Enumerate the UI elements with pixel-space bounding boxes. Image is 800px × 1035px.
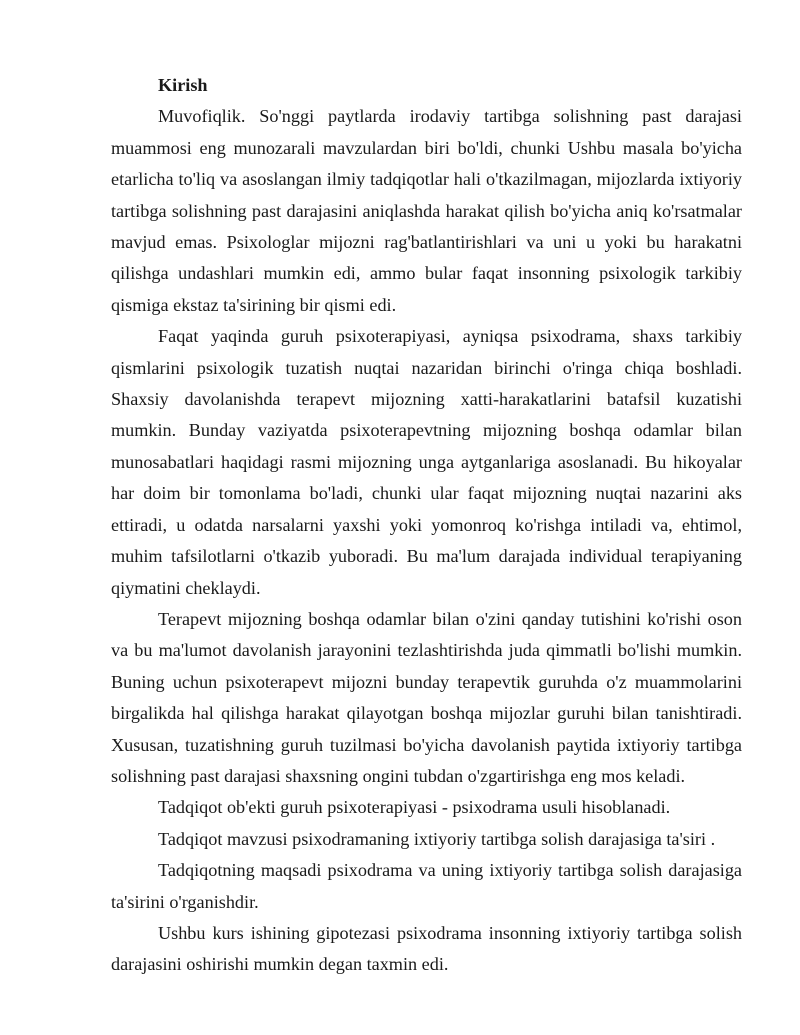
paragraph-hypothesis: Ushbu kurs ishining gipotezasi psixodrama insonning ixtiyoriy tartibga solish darajasini oshirishi mumkin degan taxmin edi. xyxy=(111,922,742,975)
paragraph-therapist-observation: Terapevt mijozning boshqa odamlar bilan o'zini qanday tutishini ko'rishi oson va bu ma'lumot davolanish jarayonini tezlashtirishda juda qimmatli bo'lishi mumkin. Buning uchun psixoterapevt mijozni bunday terapevtik guruhda o'z muammolarini birgalikda hal qilishga harakat qilayotgan boshqa mijozlar guruhi bilan tanishtiradi. Xususan, tuzatishning guruh tuzilmasi bo'yicha davolanish paytida ixtiyoriy tartibga solishning past darajasi shaxsning ongini tubdan o'zgartirishga eng mos keladi. xyxy=(111,608,742,786)
document-page xyxy=(111,70,742,981)
paragraph-research-goal: Tadqiqotning maqsadi psixodrama va uning ixtiyoriy tartibga solish darajasiga ta'sirini o'rganishdir. xyxy=(111,860,742,912)
paragraph-research-subject: Tadqiqot mavzusi psixodramaning ixtiyoriy tartibga solish darajasiga ta'siri . xyxy=(158,828,716,849)
paragraph-group-therapy: Faqat yaqinda guruh psixoterapiyasi, ayniqsa psixodrama, shaxs tarkibiy qismlarini psixologik tuzatish nuqtai nazaridan birinchi o'ringa chiqa boshladi. Shaxsiy davolanishda terapevt mijozning xatti-harakatlarini batafsil kuzatishi mumkin. Bunday vaziyatda psixoterapevtning mijozning boshqa odamlar bilan munosabatlari haqidagi rasmi mijozning unga aytganlariga asoslanadi. Bu hikoyalar har doim bir tomonlama bo'ladi, chunki ular faqat mijozning nuqtai nazarini aks ettiradi, u odatda narsalarni yaxshi yoki yomonroq ko'rishga intiladi va, ehtimol, muhim tafsilotlarni o'tkazib yuboradi. Bu ma'lum darajada individual terapiyaning qiymatini cheklaydi. xyxy=(111,326,742,598)
section-heading: Kirish xyxy=(158,75,208,95)
paragraph-research-object: Tadqiqot ob'ekti guruh psixoterapiyasi - psixodrama usuli hisoblanadi. xyxy=(158,797,671,818)
paragraph-relevance: Muvofiqlik. So'nggi paytlarda irodaviy tartibga solishning past darajasi muammosi eng munozarali mavzulardan biri bo'ldi, chunki Ushbu masala bo'yicha etarlicha to'liq va asoslangan ilmiy tadqiqotlar hali o'tkazilmagan, mijozlarda ixtiyoriy tartibga solishning past darajasini aniqlashda harakat qilish bo'yicha aniq ko'rsatmalar mavjud emas. Psixologlar mijozni rag'batlantirishlari va uni u yoki bu harakatni qilishga undashlari mumkin edi, ammo bular faqat insonning psixologik tarkibiy qismiga ekstaz ta'sirining bir qismi edi. xyxy=(111,106,742,315)
